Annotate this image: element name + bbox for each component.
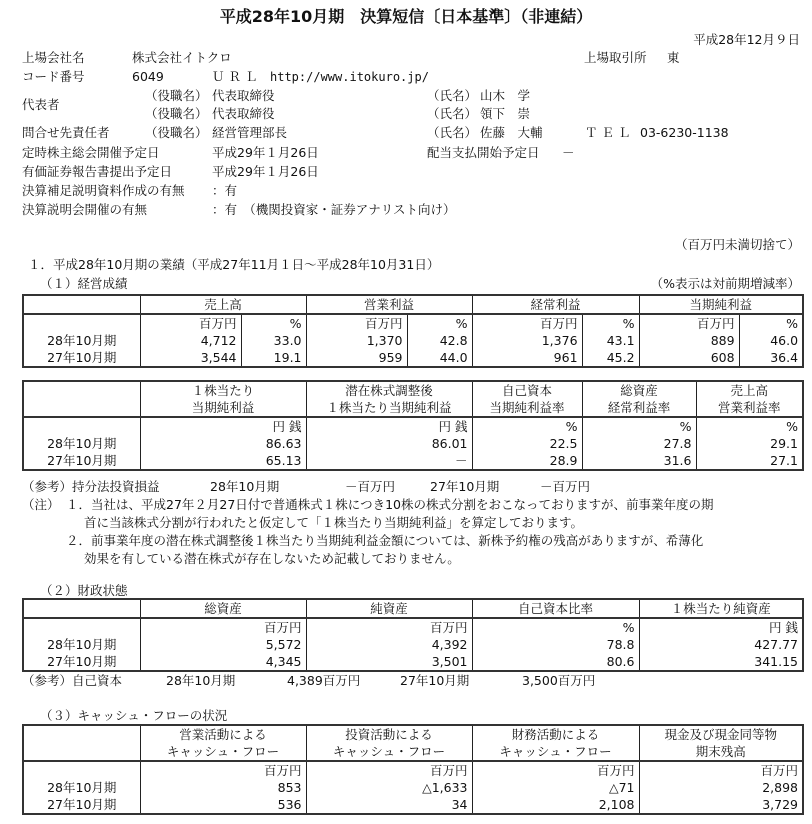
cell: 3,544	[140, 349, 241, 367]
column-header	[140, 725, 306, 761]
header-line: 投資活動による	[345, 727, 433, 742]
dividend-label: 配当支払開始予定日	[427, 145, 540, 160]
unit: 円 銭	[306, 417, 472, 435]
ref-value: －百万円	[345, 479, 396, 494]
unit: 百万円	[472, 314, 582, 332]
unit: 百万円	[306, 761, 472, 779]
cell: 2,898	[639, 779, 803, 796]
header-line: 自己資本	[501, 383, 552, 398]
ref-period: 27年10月期	[400, 673, 470, 688]
row-label: 27年10月期	[23, 653, 140, 671]
column-header: 営業利益	[306, 295, 472, 314]
ref-label: （参考）自己資本	[22, 673, 123, 688]
subsection-heading: （２）財政状態	[40, 583, 128, 598]
header-line: 当期純利益	[191, 400, 255, 415]
url-label: ＵＲＬ	[212, 69, 262, 84]
header-line: 経常利益率	[607, 400, 671, 415]
row-label: 28年10月期	[23, 779, 140, 796]
column-header	[306, 725, 472, 761]
table-row	[23, 779, 803, 796]
rep-title: 代表取締役	[212, 88, 275, 103]
subsection-heading: （１）経営成績	[40, 276, 128, 291]
cell: 427.77	[639, 636, 803, 653]
header-line: 売上高	[730, 383, 768, 398]
blank-cell	[23, 295, 140, 314]
cell: 4,712	[140, 332, 241, 349]
unit: 百万円	[639, 761, 803, 779]
column-header	[472, 725, 639, 761]
column-header	[696, 381, 803, 417]
column-header	[140, 381, 306, 417]
unit: %	[582, 314, 639, 332]
financial-position-table	[22, 598, 804, 672]
cell: 19.1	[241, 349, 306, 367]
header-line: 営業活動による	[179, 727, 267, 742]
rep-name: 領下 崇	[480, 106, 531, 121]
header-line: 潜在株式調整後	[345, 383, 433, 398]
agm-label: 定時株主総会開催予定日	[22, 145, 160, 160]
column-header: 総資産	[140, 599, 306, 618]
cell: 78.8	[472, 636, 639, 653]
rep-label: 代表者	[22, 97, 60, 112]
code-label: コード番号	[22, 69, 85, 84]
cell: 86.01	[306, 435, 472, 452]
rep-title-label: （役職名）	[145, 88, 208, 103]
note-text: 効果を有している潜在株式が存在しないため記載しておりません。	[84, 551, 460, 566]
contact-title: 経営管理部長	[212, 125, 288, 140]
cell: 27.1	[696, 452, 803, 470]
company-label: 上場会社名	[22, 50, 85, 65]
cell: 34	[306, 796, 472, 814]
header-line: １株当たり当期純利益	[326, 400, 452, 415]
ref-value: 3,500百万円	[522, 673, 596, 688]
cell: △1,633	[306, 779, 472, 796]
unit: %	[407, 314, 472, 332]
column-header: 売上高	[140, 295, 306, 314]
row-label: 27年10月期	[23, 452, 140, 470]
unit: 百万円	[472, 761, 639, 779]
report-date: 平成29年１月26日	[212, 164, 319, 179]
tel: 03-6230-1138	[640, 125, 729, 140]
row-label: 27年10月期	[23, 349, 140, 367]
cell: 42.8	[407, 332, 472, 349]
cell: 86.63	[140, 435, 306, 452]
cell: 45.2	[582, 349, 639, 367]
cell: 65.13	[140, 452, 306, 470]
ref-period: 27年10月期	[430, 479, 500, 494]
table-row	[23, 332, 803, 349]
header-line: １株当たり	[191, 383, 255, 398]
cell: 961	[472, 349, 582, 367]
release-date: 平成28年12月９日	[693, 32, 800, 47]
cell: 853	[140, 779, 306, 796]
cell: 22.5	[472, 435, 582, 452]
cell: 3,501	[306, 653, 472, 671]
report-label: 有価証券報告書提出予定日	[22, 164, 173, 179]
ref-label: （参考）持分法投資損益	[22, 479, 160, 494]
row-label: 28年10月期	[23, 332, 140, 349]
table-row	[23, 452, 803, 470]
cell: 44.0	[407, 349, 472, 367]
header-line: 総資産	[620, 383, 658, 398]
cell: 33.0	[241, 332, 306, 349]
row-label: 27年10月期	[23, 796, 140, 814]
column-header	[472, 381, 582, 417]
cell: 46.0	[739, 332, 803, 349]
agm-date: 平成29年１月26日	[212, 145, 319, 160]
contact-label: 問合せ先責任者	[22, 125, 110, 140]
rep-name-label: （氏名）	[427, 106, 478, 121]
cell: 4,392	[306, 636, 472, 653]
table-row	[23, 349, 803, 367]
cell: 889	[639, 332, 739, 349]
note-text: １．当社は、平成27年２月27日付で普通株式１株につき10株の株式分割をおこなっておりますが、前事業年度の期	[66, 497, 714, 512]
per-share-table	[22, 380, 804, 471]
table-row	[23, 653, 803, 671]
contact-title-label: （役職名）	[145, 125, 208, 140]
column-header: 経常利益	[472, 295, 639, 314]
blank-cell	[23, 417, 140, 435]
cell: 80.6	[472, 653, 639, 671]
cell: 1,370	[306, 332, 407, 349]
row-label: 28年10月期	[23, 636, 140, 653]
unit: %	[241, 314, 306, 332]
blank-cell	[23, 618, 140, 636]
header-line: 営業利益率	[717, 400, 781, 415]
briefing-value: ：有 （機関投資家・証券アナリスト向け）	[212, 202, 456, 217]
column-header: 当期純利益	[639, 295, 803, 314]
column-header: １株当たり純資産	[639, 599, 803, 618]
note-text: 首に当該株式分割が行われたと仮定して「１株当たり当期純利益」を算定しております。	[84, 515, 584, 530]
blank-cell	[23, 761, 140, 779]
ref-period: 28年10月期	[166, 673, 236, 688]
supp-label: 決算補足説明資料作成の有無	[22, 183, 185, 198]
cell: 43.1	[582, 332, 639, 349]
unit: %	[696, 417, 803, 435]
tel-label: ＴＥＬ	[585, 125, 635, 140]
cell: 341.15	[639, 653, 803, 671]
cell: 4,345	[140, 653, 306, 671]
unit: %	[472, 417, 582, 435]
rep-title-label: （役職名）	[145, 106, 208, 121]
cell: 27.8	[582, 435, 696, 452]
rep-name-label: （氏名）	[427, 88, 478, 103]
contact-name-label: （氏名）	[427, 125, 478, 140]
subsection-heading: （３）キャッシュ・フローの状況	[40, 708, 228, 723]
table-row	[23, 796, 803, 814]
header-line: 期末残高	[695, 744, 746, 759]
cell: －	[306, 452, 472, 470]
section-heading: １．平成28年10月期の業績（平成27年11月１日～平成28年10月31日）	[28, 257, 440, 272]
briefing-label: 決算説明会開催の有無	[22, 202, 148, 217]
pct-note: （%表示は対前期増減率）	[650, 276, 800, 291]
header-line: キャッシュ・フロー	[166, 744, 280, 759]
header-line: 財務活動による	[511, 727, 600, 742]
unit: 百万円	[140, 761, 306, 779]
rep-name: 山木 学	[480, 88, 531, 103]
notes-label: （注）	[22, 497, 60, 512]
unit: 百万円	[140, 618, 306, 636]
header-line: キャッシュ・フロー	[332, 744, 446, 759]
code: 6049	[132, 69, 164, 84]
unit: 円 銭	[140, 417, 306, 435]
rep-title: 代表取締役	[212, 106, 275, 121]
cell: 2,108	[472, 796, 639, 814]
cell: 5,572	[140, 636, 306, 653]
unit: 百万円	[639, 314, 739, 332]
dividend-date: －	[562, 145, 575, 160]
cell: 28.9	[472, 452, 582, 470]
table-row	[23, 636, 803, 653]
column-header	[639, 725, 803, 761]
unit: 百万円	[140, 314, 241, 332]
unit: %	[582, 417, 696, 435]
unit: 円 銭	[639, 618, 803, 636]
column-header: 自己資本比率	[472, 599, 639, 618]
unit: 百万円	[306, 314, 407, 332]
blank-cell	[23, 725, 140, 761]
blank-cell	[23, 314, 140, 332]
cell: 608	[639, 349, 739, 367]
operating-results-table	[22, 294, 804, 368]
company-name: 株式会社イトクロ	[132, 50, 232, 65]
cell: 3,729	[639, 796, 803, 814]
exchange: 東	[667, 50, 680, 65]
cell: 536	[140, 796, 306, 814]
cell: 1,376	[472, 332, 582, 349]
document-title: 平成28年10月期 決算短信〔日本基準〕（非連結）	[219, 7, 593, 26]
header-line: キャッシュ・フロー	[499, 744, 612, 759]
blank-cell	[23, 599, 140, 618]
ref-value: －百万円	[540, 479, 591, 494]
column-header: 純資産	[306, 599, 472, 618]
exchange-label: 上場取引所	[584, 50, 647, 65]
table-row	[23, 435, 803, 452]
header-line: 現金及び現金同等物	[664, 727, 777, 742]
column-header	[306, 381, 472, 417]
ref-value: 4,389百万円	[287, 673, 361, 688]
row-label: 28年10月期	[23, 435, 140, 452]
cell: 959	[306, 349, 407, 367]
unit: %	[472, 618, 639, 636]
cash-flow-table	[22, 724, 804, 815]
header-line: 当期純利益率	[489, 400, 565, 415]
blank-cell	[23, 381, 140, 417]
contact-name: 佐藤 大輔	[480, 125, 543, 140]
cell: 31.6	[582, 452, 696, 470]
ref-period: 28年10月期	[210, 479, 280, 494]
cell: 36.4	[739, 349, 803, 367]
note-text: ２．前事業年度の潜在株式調整後１株当たり当期純利益金額については、新株予約権の残高がありますが、希薄化	[66, 533, 704, 548]
cell: △71	[472, 779, 639, 796]
column-header	[582, 381, 696, 417]
url-link[interactable]: http://www.itokuro.jp/	[270, 70, 429, 84]
unit: %	[739, 314, 803, 332]
supp-value: ：有	[212, 183, 238, 198]
unit: 百万円	[306, 618, 472, 636]
cell: 29.1	[696, 435, 803, 452]
rounding-note: （百万円未満切捨て）	[674, 237, 800, 252]
